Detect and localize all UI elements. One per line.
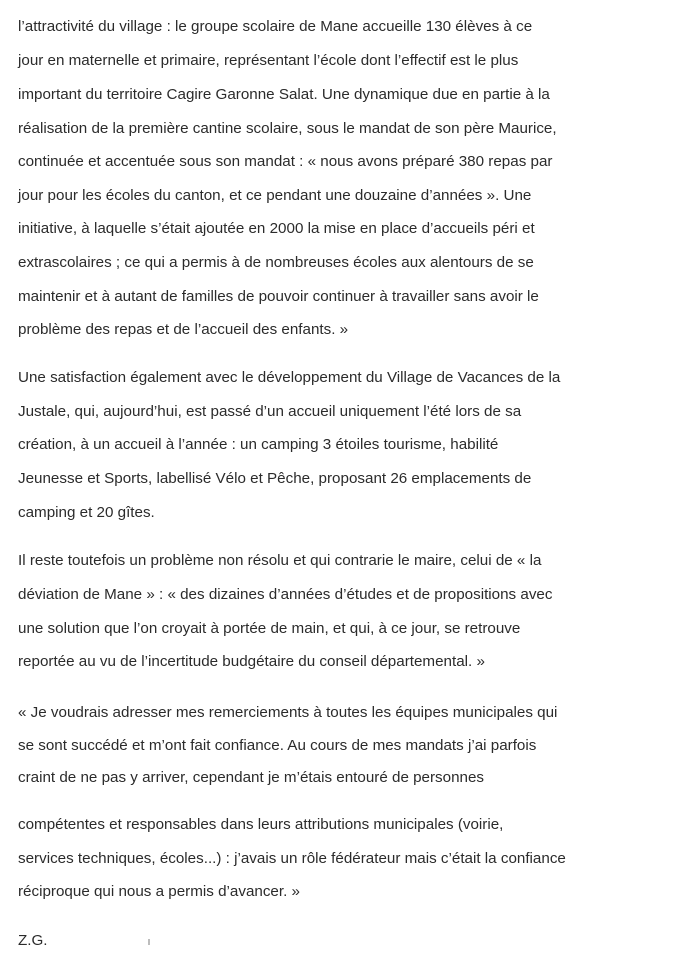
author-signature: Z.G. (18, 932, 48, 949)
paragraph-line: important du territoire Cagire Garonne Salat. Une dynamique due en partie à la (18, 86, 550, 103)
paragraph-line: réciproque qui nous a permis d’avancer. » (18, 883, 300, 900)
paragraph-line: réalisation de la première cantine scolaire, sous le mandat de son père Maurice, (18, 120, 557, 137)
paragraph-line: compétentes et responsables dans leurs attributions municipales (voirie, (18, 816, 504, 833)
paragraph-line: une solution que l’on croyait à portée de main, et qui, à ce jour, se retrouve (18, 620, 521, 637)
paragraph-line: déviation de Mane » : « des dizaines d’années d’études et de propositions avec (18, 586, 553, 603)
scan-artifact (148, 939, 150, 945)
paragraph-line: « Je voudrais adresser mes remerciements à toutes les équipes municipales qui (18, 704, 558, 721)
paragraph-line: Une satisfaction également avec le développement du Village de Vacances de la (18, 369, 561, 386)
paragraph-line: extrascolaires ; ce qui a permis à de nombreuses écoles aux alentours de se (18, 254, 534, 271)
paragraph-line: craint de ne pas y arriver, cependant je m’étais entouré de personnes (18, 769, 485, 786)
paragraph-line: continuée et accentuée sous son mandat : « nous avons préparé 380 repas par (18, 153, 553, 170)
paragraph-line: création, à un accueil à l’année : un camping 3 étoiles tourisme, habilité (18, 436, 499, 453)
paragraph-line: l’attractivité du village : le groupe scolaire de Mane accueille 130 élèves à ce (18, 18, 533, 35)
paragraph-line: se sont succédé et m’ont fait confiance. Au cours de mes mandats j’ai parfois (18, 737, 537, 754)
paragraph-line: maintenir et à autant de familles de pouvoir continuer à travailler sans avoir le (18, 288, 539, 305)
paragraph-line: problème des repas et de l’accueil des enfants. » (18, 321, 349, 338)
paragraph-line: jour en maternelle et primaire, représentant l’école dont l’effectif est le plus (18, 52, 519, 69)
paragraph-line: Il reste toutefois un problème non résolu et qui contrarie le maire, celui de « la (18, 552, 542, 569)
paragraph-line: services techniques, écoles...) : j’avais un rôle fédérateur mais c’était la confiance (18, 850, 566, 867)
paragraph-line: Jeunesse et Sports, labellisé Vélo et Pêche, proposant 26 emplacements de (18, 470, 532, 487)
paragraph-line: Justale, qui, aujourd’hui, est passé d’un accueil uniquement l’été lors de sa (18, 403, 522, 420)
paragraph-line: reportée au vu de l’incertitude budgétaire du conseil départemental. » (18, 653, 485, 670)
paragraph-line: camping et 20 gîtes. (18, 504, 155, 521)
paragraph-line: initiative, à laquelle s’était ajoutée en 2000 la mise en place d’accueils péri et (18, 220, 535, 237)
paragraph-line: jour pour les écoles du canton, et ce pendant une douzaine d’années ». Une (18, 187, 532, 204)
